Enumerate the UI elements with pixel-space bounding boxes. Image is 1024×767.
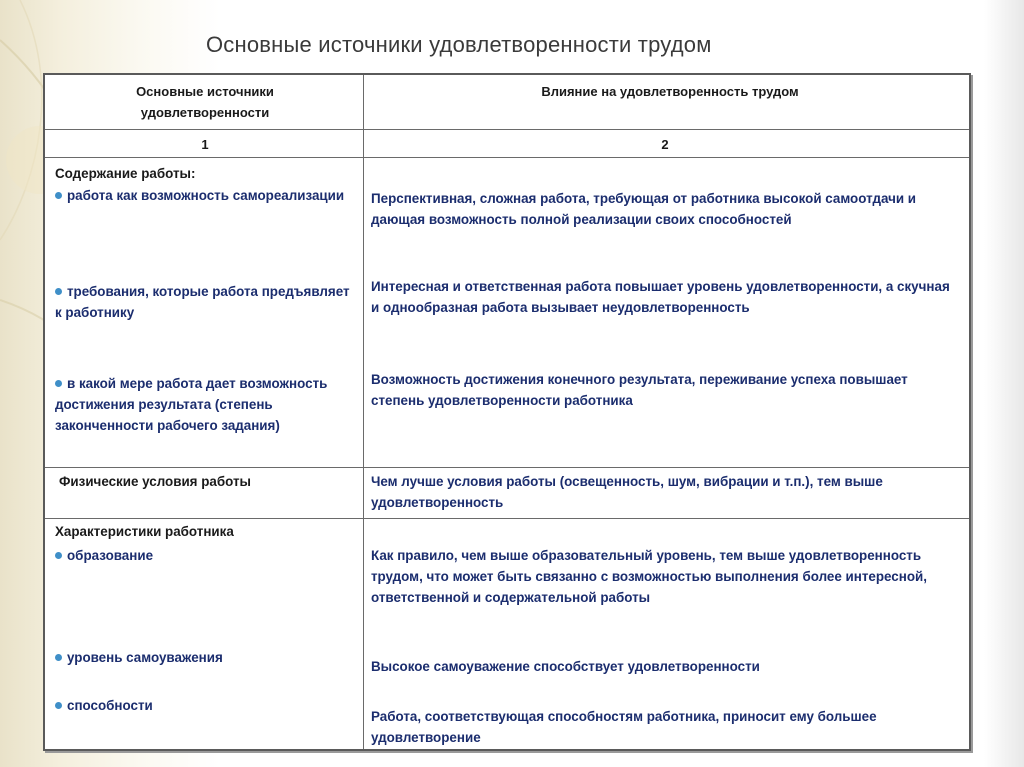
- impact-result-achievement: Возможность достижения конечного результата, переживание успеха повышает степень удовлетворенности работника: [371, 372, 908, 408]
- section-heading-worker-traits: Характеристики работника: [55, 524, 234, 539]
- impact-physical-conditions: Чем лучше условия работы (освещенность, шум, вибрации и т.п.), тем выше удовлетворенность: [371, 474, 883, 510]
- impact-work-requirements: Интересная и ответственная работа повышает уровень удовлетворенности, а скучная и однообразная работа вызывает неудовлетворенность: [371, 279, 950, 315]
- section-heading-physical-conditions: Физические условия работы: [59, 474, 251, 489]
- source-self-esteem: уровень самоуважения: [55, 647, 355, 668]
- impact-self-realization: Перспективная, сложная работа, требующая от работника высокой самоотдачи и дающая возможность полной реализации своих способностей: [371, 191, 917, 227]
- impact-abilities: Работа, соответствующая способностям работника, приносит ему большее удовлетворение: [371, 709, 877, 745]
- header-impact: Влияние на удовлетворенность трудом: [541, 84, 799, 99]
- section2-divider: [45, 518, 969, 519]
- source-abilities: способности: [55, 695, 355, 716]
- source-work-requirements: требования, которые работа предъявляет к работнику: [55, 284, 350, 320]
- bullet-icon: [55, 654, 62, 661]
- bullet-icon: [55, 552, 62, 559]
- page-title: Основные источники удовлетворенности трудом: [206, 32, 712, 57]
- right-edge-shadow: [984, 0, 1024, 767]
- bullet-icon: [55, 702, 62, 709]
- bullet-icon: [55, 192, 62, 199]
- column-divider: [363, 75, 364, 749]
- header-divider: [45, 129, 969, 130]
- bullet-icon: [55, 380, 62, 387]
- source-self-realization: работа как возможность самореализации: [55, 185, 355, 206]
- satisfaction-table: [43, 73, 971, 751]
- section-heading-work-content: Содержание работы:: [55, 166, 196, 181]
- number-row-divider: [45, 157, 969, 158]
- impact-education: Как правило, чем выше образовательный уровень, тем выше удовлетворенность трудом, что может быть связанно с возможностью выполнения более интересной, ответственной и содержательной работы: [371, 548, 927, 605]
- impact-self-esteem: Высокое самоуважение способствует удовлетворенности: [371, 659, 760, 674]
- source-result-achievement: в какой мере работа дает возможность достижения результата (степень законченности рабочего задания): [55, 376, 328, 433]
- column-number-1: 1: [201, 137, 209, 152]
- header-sources: Основные источники удовлетворенности: [136, 84, 274, 120]
- column-number-2: 2: [661, 137, 669, 152]
- section1-divider: [45, 467, 969, 468]
- bullet-icon: [55, 288, 62, 295]
- source-education: образование: [55, 545, 355, 566]
